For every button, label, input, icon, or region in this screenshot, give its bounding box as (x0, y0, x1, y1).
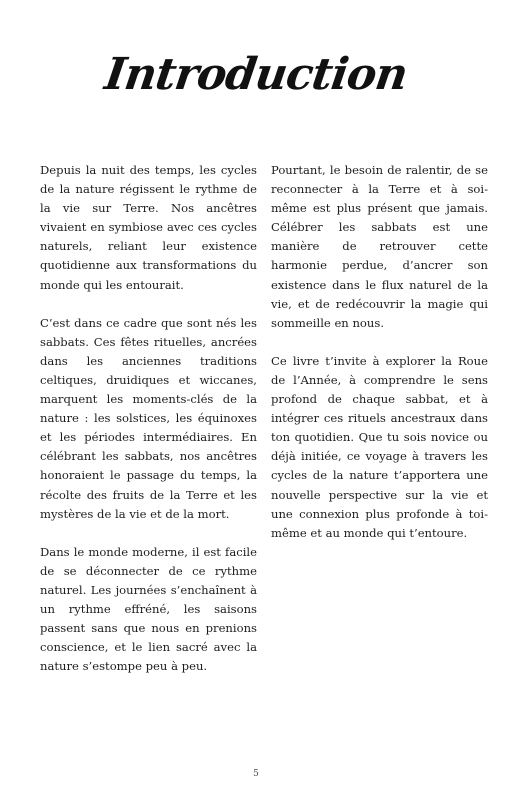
paragraph: Dans le monde moderne, il est facile de se déconnecter de ce rythme naturel. Les journées s’enchaînent à un rythme effréné, les saisons passent sans que nous en prenions conscience, et le lien sacré avec la nature s’estompe peu à peu. (40, 544, 257, 674)
paragraph: Pourtant, le besoin de ralentir, de se reconnecter à la Terre et à soi-même est plus présent que jamais. Célébrer les sabbats est une manière de retrouver cette harmonie perdue, d’ancrer son existence dans le flux naturel de la vie, et de redécouvrir la magie qui sommeille en nous. (271, 163, 488, 330)
paragraph: Ce livre t’invite à explorer la Roue de l’Année, à comprendre le sens profond de chaque sabbat, et à intégrer ces rituels ancestraux dans ton quotidien. Que tu sois novice ou déjà initiée, ce voyage à travers les cycles de la nature t’apportera une nouvelle perspective sur la vie et une connexion plus profonde à toi-même et au monde qui t’entoure. (271, 353, 488, 540)
right-column (271, 161, 488, 562)
paragraph: Depuis la nuit des temps, les cycles de la nature régissent le rythme de la vie sur Terre. Nos ancêtres vivaient en symbiose avec ces cycles naturels, reliant leur existence quotidienne aux transformations du monde qui les entourait. (40, 163, 257, 292)
page-title: Introduction (101, 49, 411, 101)
page-number: 5 (253, 769, 259, 779)
left-column (40, 161, 257, 695)
paragraph: C’est dans ce cadre que sont nés les sabbats. Ces fêtes rituelles, ancrées dans les anciennes traditions celtiques, druidiques et wiccanes, marquent les moments-clés de la nature : les solstices, les équinoxes et les périodes intermédiaires. En célébrant les sabbats, nos ancêtres honoraient le passage du temps, la récolte des fruits de la Terre et les mystères de la vie et de la mort. (40, 315, 257, 521)
